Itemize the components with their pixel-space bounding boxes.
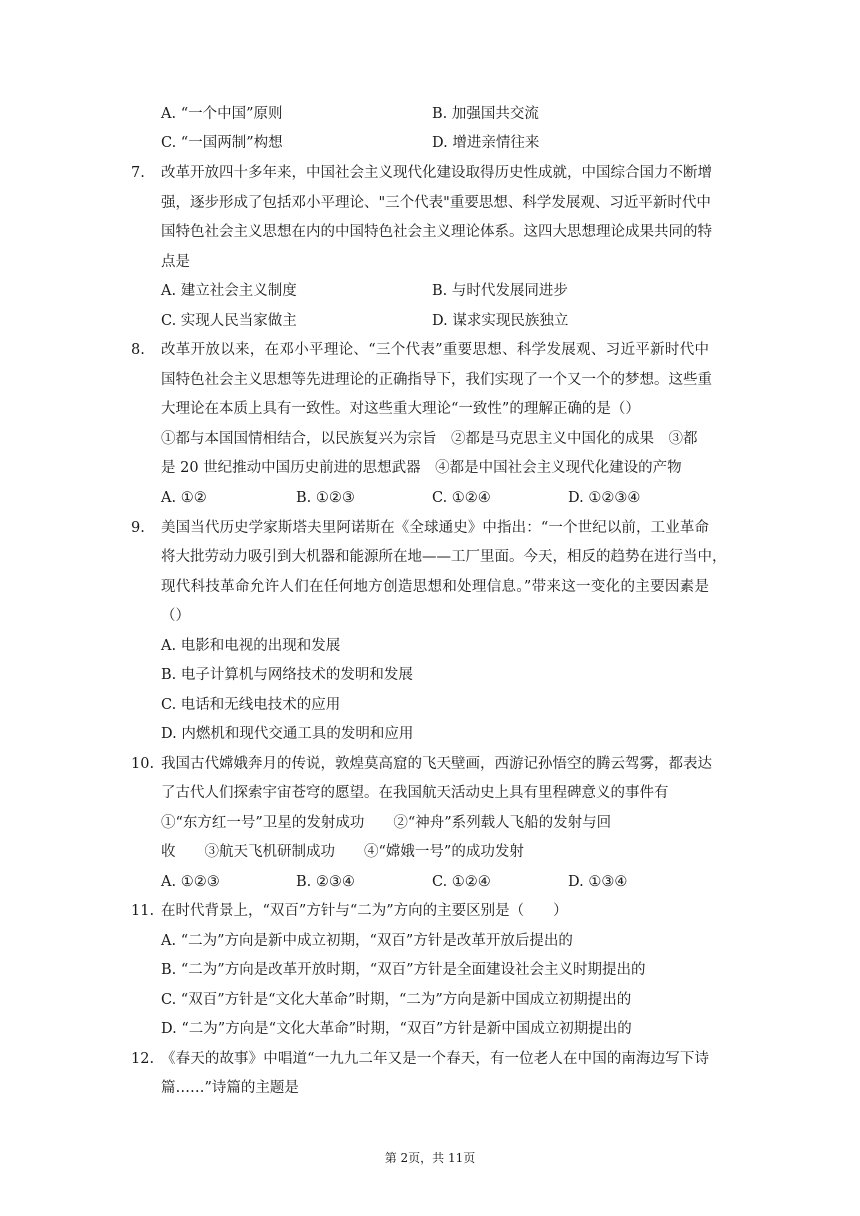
q9-stem-line: 美国当代历史学家斯塔夫里阿诺斯在《全球通史》中指出：“一个世纪以前，工业革命 [161,520,709,536]
q7-number: 7. [131,165,145,181]
q8-number: 8. [131,342,145,358]
q9-number: 9. [131,520,145,536]
q10-stem-line: 收 ③航天飞机研制成功 ④“嫦娥一号”的成功发射 [161,844,524,860]
q8-stem-line: 大理论在本质上具有一致性。对这些重大理论“一致性”的理解正确的是（） [161,401,640,417]
q8-option-c: C. ①②④ [432,490,491,506]
q8-option-a: A. ①② [161,490,207,506]
q11-stem-line: 在时代背景上，“双百”方针与“二为”方向的主要区别是（ ） [161,903,568,919]
q7-option-b: B. 与时代发展同进步 [432,283,568,299]
q10-stem-line: ①“东方红一号”卫星的发射成功 ②“神舟”系列载人飞船的发射与回 [161,815,612,831]
q7-stem-line: 国特色社会主义思想在内的中国特色社会主义理论体系。这四大思想理论成果共同的特 [161,224,712,240]
q7-option-a: A. 建立社会主义制度 [161,283,297,299]
q10-option-a: A. ①②③ [161,874,220,890]
q8-stem-line: 国特色社会主义思想等先进理论的正确指导下，我们实现了一个又一个的梦想。这些重 [161,372,712,388]
q9-option-c: C. 电话和无线电技术的应用 [161,697,341,713]
q7-stem-line: 改革开放四十多年来，中国社会主义现代化建设取得历史性成就，中国综合国力不断增 [161,165,712,181]
q12-stem-line: 篇……”诗篇的主题是 [161,1080,299,1096]
q10-number: 10. [131,756,155,772]
page-footer: 第 2页，共 11页 [384,1151,476,1165]
q7-option-c: C. 实现人民当家做主 [161,313,297,329]
q8-option-d: D. ①②③④ [568,490,641,506]
q7-stem-line: 强，逐步形成了包括邓小平理论、"三个代表"重要思想、科学发展观、习近平新时代中 [161,195,711,211]
q9-option-d: D. 内燃机和现代交通工具的发明和应用 [161,726,414,742]
q9-option-a: A. 电影和电视的出现和发展 [161,638,341,654]
q8-stem-line: 改革开放以来，在邓小平理论、“三个代表”重要思想、科学发展观、习近平新时代中 [161,342,709,358]
q11-option-c: C. “双百”方针是“文化大革命”时期，“二为”方向是新中国成立初期提出的 [161,992,632,1008]
q11-option-d: D. “二为”方向是“文化大革命”时期，“双百”方针是新中国成立初期提出的 [161,1021,632,1037]
q9-stem-line: 将大批劳动力吸引到大机器和能源所在地——工厂里面。今天，相反的趋势在进行当中， [161,549,727,565]
q9-option-b: B. 电子计算机与网络技术的发明和发展 [161,667,413,683]
q8-option-b: B. ①②③ [296,490,355,506]
q9-stem-line: 现代科技革命允许人们在任何地方创造思想和处理信息。”带来这一变化的主要因素是 [161,579,709,595]
q7-option-d: D. 谋求实现民族独立 [432,313,569,329]
q8-stem-line: 是 20 世纪推动中国历史前进的思想武器 ④都是中国社会主义现代化建设的产物 [161,460,682,476]
q6-option-b: B. 加强国共交流 [432,106,539,122]
q8-stem-line: ①都与本国国情相结合，以民族复兴为宗旨 ②都是马克思主义中国化的成果 ③都 [161,431,698,447]
q11-option-b: B. “二为”方向是改革开放时期，“双百”方针是全面建设社会主义时期提出的 [161,962,646,978]
q12-stem-line: 《春天的故事》中唱道“一九九二年又是一个春天，有一位老人在中国的南海边写下诗 [161,1051,709,1067]
q6-option-a: A. “一个中国”原则 [161,106,283,122]
q9-stem-line: （） [161,608,190,624]
q10-stem-line: 了古代人们探索宇宙苍穹的愿望。在我国航天活动史上具有里程碑意义的事件有 [161,785,669,801]
q11-number: 11. [131,903,155,919]
q10-option-b: B. ②③④ [296,874,355,890]
q10-option-c: C. ①②④ [432,874,491,890]
q12-number: 12. [131,1051,155,1067]
q6-option-d: D. 增进亲情往来 [432,135,540,151]
q10-option-d: D. ①③④ [568,874,628,890]
q6-option-c: C. “一国两制”构想 [161,135,283,151]
q10-stem-line: 我国古代嫦娥奔月的传说，敦煌莫高窟的飞天壁画，西游记孙悟空的腾云驾雾，都表达 [161,756,712,772]
q7-stem-line: 点是 [161,254,190,270]
q11-option-a: A. “二为”方向是新中成立初期，“双百”方针是改革开放后提出的 [161,933,573,949]
